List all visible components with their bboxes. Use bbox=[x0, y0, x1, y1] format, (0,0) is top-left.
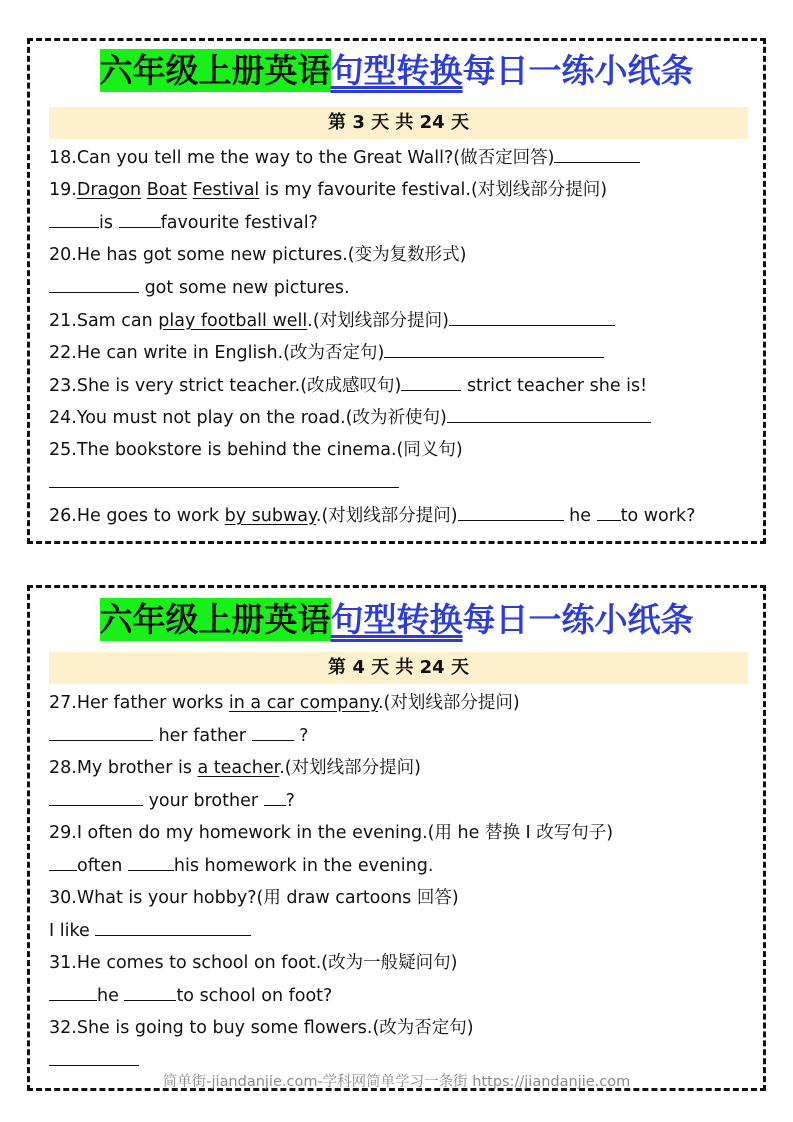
watermark-footer: 简单街-jiandanjie.com-学科网简单学习一条街 https://jiandanjie.com bbox=[162, 1074, 631, 1090]
question-24: 24.You must not play on the road.(改为祈使句) bbox=[49, 405, 651, 430]
question-18: 18.Can you tell me the way to the Great Wall?(做否定回答) bbox=[49, 145, 640, 170]
question-21: 21.Sam can play football well.(对划线部分提问) bbox=[49, 308, 615, 333]
question-19: 19.Dragon Boat Festival is my favourite festival.(对划线部分提问) bbox=[49, 180, 608, 200]
question-25-answer-line bbox=[49, 470, 399, 495]
answer-blank bbox=[447, 405, 651, 423]
title-highlight: 六年级上册英语 bbox=[99, 51, 331, 90]
title-blue: 每日一练小纸条 bbox=[462, 51, 694, 90]
worksheet-card-day-4 bbox=[27, 585, 766, 1091]
answer-blank bbox=[49, 723, 153, 741]
answer-blank bbox=[384, 340, 604, 358]
answer-blank bbox=[124, 983, 176, 1001]
title-blue: 每日一练小纸条 bbox=[462, 600, 694, 639]
answer-blank bbox=[49, 788, 143, 806]
underlined-word: Boat bbox=[146, 180, 188, 200]
question-30-answer-line: I like bbox=[49, 918, 251, 943]
answer-blank bbox=[95, 918, 251, 936]
underlined-phrase: by subway bbox=[224, 506, 316, 526]
question-22: 22.He can write in English.(改为否定句) bbox=[49, 340, 604, 365]
question-29: 29.I often do my homework in the evening.(用 he 替换 I 改写句子) bbox=[49, 823, 614, 843]
day-label: 第 3 天 共 24 天 bbox=[49, 107, 748, 139]
question-28: 28.My brother is a teacher.(对划线部分提问) bbox=[49, 758, 421, 778]
question-28-answer-line: your brother ? bbox=[49, 788, 295, 813]
worksheet-card-day-3 bbox=[27, 38, 766, 544]
card-title bbox=[30, 49, 763, 93]
title-blue-underlined: 句型转换 bbox=[330, 600, 463, 639]
question-31: 31.He comes to school on foot.(改为一般疑问句) bbox=[49, 953, 458, 973]
underlined-phrase: a teacher bbox=[197, 758, 280, 778]
underlined-phrase: in a car company bbox=[228, 693, 378, 713]
question-20: 20.He has got some new pictures.(变为复数形式) bbox=[49, 245, 467, 265]
answer-blank bbox=[554, 145, 640, 163]
answer-blank bbox=[49, 210, 99, 228]
card-title bbox=[30, 598, 763, 642]
question-27-answer-line: her father ? bbox=[49, 723, 308, 748]
answer-blank bbox=[49, 275, 139, 293]
answer-blank bbox=[401, 373, 461, 391]
answer-blank bbox=[264, 788, 286, 806]
question-27: 27.Her father works in a car company.(对划线部分提问) bbox=[49, 693, 520, 713]
answer-blank bbox=[458, 503, 564, 521]
question-32: 32.She is going to buy some flowers.(改为否定句) bbox=[49, 1018, 474, 1038]
underlined-phrase: play football well bbox=[158, 311, 308, 331]
underlined-word: Festival bbox=[192, 180, 260, 200]
answer-blank bbox=[119, 210, 161, 228]
question-19-answer-line: is favourite festival? bbox=[49, 210, 318, 235]
underlined-word: Dragon bbox=[76, 180, 142, 200]
day-label: 第 4 天 共 24 天 bbox=[49, 652, 748, 684]
question-25: 25.The bookstore is behind the cinema.(同义句) bbox=[49, 440, 463, 460]
answer-blank bbox=[49, 853, 77, 871]
answer-blank bbox=[128, 853, 174, 871]
question-26: 26.He goes to work by subway.(对划线部分提问) he to work? bbox=[49, 503, 695, 528]
question-29-answer-line: often his homework in the evening. bbox=[49, 853, 433, 878]
question-20-answer-line: got some new pictures. bbox=[49, 275, 350, 300]
answer-blank bbox=[49, 470, 399, 488]
question-23: 23.She is very strict teacher.(改成感叹句) strict teacher she is! bbox=[49, 373, 647, 398]
answer-blank bbox=[449, 308, 615, 326]
answer-blank bbox=[49, 1048, 139, 1066]
answer-blank bbox=[252, 723, 294, 741]
title-blue-underlined: 句型转换 bbox=[330, 51, 463, 90]
title-highlight: 六年级上册英语 bbox=[99, 600, 331, 639]
question-30: 30.What is your hobby?(用 draw cartoons 回答) bbox=[49, 888, 459, 908]
question-31-answer-line: he to school on foot? bbox=[49, 983, 332, 1008]
answer-blank bbox=[49, 983, 97, 1001]
answer-blank bbox=[597, 503, 621, 521]
